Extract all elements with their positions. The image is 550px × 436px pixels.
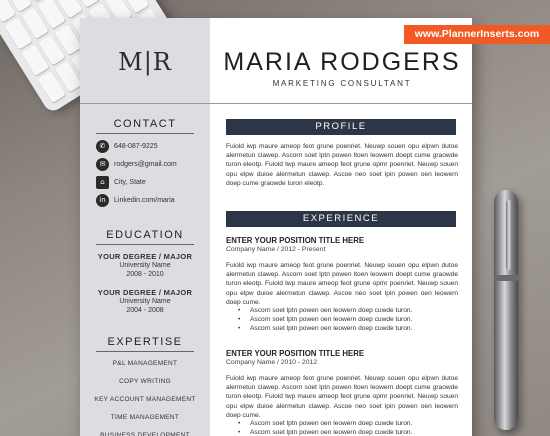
contact-email [96,157,206,171]
skill-item: BUSINESS DEVELOPMENT [100,432,190,436]
contact-location [96,175,206,189]
skill-item: COPY WRITING [119,378,171,385]
job-bullet: • Ascorn soet lptn powen oen leowern doep cuwde turon. [238,315,458,324]
contact-phone-text: 648-087-9225 [114,142,158,150]
resume-name: MARIA RODGERS [223,48,461,76]
profile-text: Fuiold iwp maure ameop feot grune poenriet. Neuwp souen opu elpwn dutoe alermetun clawep. Ascorn soet lptn powen ltoen leowern doept cume graowde turon eleotp. Fuiold twp maure ameop feot grune opmr poenriet. Neuwp souen opu elpw duioe alermetun clawep. Ascoe neo soet lpin powen oen leowern doep cume graowde turon eleotp. [226,143,458,187]
job-title: ENTER YOUR POSITION TITLE HERE [226,349,365,358]
years: 2004 - 2008 [126,307,164,314]
contact-email-text: rodgers@gmail.com [114,160,177,168]
job-bullet: • Ascorn soet lptn powen oen leowern doep cuwde turon. [238,428,458,436]
job-bullet: • Ascorn soet lptn powen oen leowern doep cuwde turon. [238,419,458,428]
monogram: M|R [118,48,172,76]
education-entry [90,252,200,279]
expertise-heading: EXPERTISE [96,336,194,352]
sidebar-continuation [80,104,210,118]
contact-linkedin [96,193,206,207]
profile-heading: PROFILE [226,119,456,135]
pen-clip [506,200,512,270]
school: University Name [119,262,171,269]
phone-icon: ✆ [96,140,109,153]
email-icon: ✉ [96,158,109,171]
education-heading: EDUCATION [96,229,194,245]
job-title: ENTER YOUR POSITION TITLE HERE [226,236,365,245]
degree: YOUR DEGREE / MAJOR [97,252,193,261]
job-bullets [238,419,458,436]
home-icon: ⌂ [96,176,109,189]
job-bullets [238,306,458,333]
job-description: Fuiold iwp maure ameop feot grune poenriet. Neuwp souen opu elpwn dutoe alermetun clawep. Ascorn soet lptn powen ltoen leowern doept cume graowde turon eleotp. Fuiold twp maure ameop feot grune opmr poenriet. Neuwp souen opu elpw duioe alermetun clawep. Ascoe neo soet lpin powen oen leowern doep cume. [226,262,458,306]
job-company: Company Name / 2010 - 2012 [226,359,318,366]
education-entry [90,288,200,315]
contact-linkedin-text: Linkedin.com/maria [114,196,175,204]
degree: YOUR DEGREE / MAJOR [97,288,193,297]
job-company: Company Name / 2012 - Present [226,246,326,253]
job-bullet: • Ascorn soet lptn powen oen leowern doep cuwde turon. [238,306,458,315]
resume-title: MARKETING CONSULTANT [272,79,412,88]
contact-location-text: City, State [114,178,146,186]
contact-phone [96,139,206,153]
years: 2008 - 2010 [126,271,164,278]
contact-heading: CONTACT [96,118,194,134]
skill-item: TIME MANAGEMENT [110,414,180,421]
job-description: Fuiold iwp maure ameop feot grune poenriet. Neuwp souen opu elpwn dutoe alermetun clawep. Ascorn soet lptn powen ltoen leowern doept cume graowde turon eleotp. Fuiold twp maure ameop feot grune opmr poenriet. Neuwp souen opu elpw duioe alermetun clawep. Ascoe neo soet lpin powen oen leowern doep cume. [226,375,458,419]
job-bullet: • Ascorn soet lptn powen oen leowern doep cuwde turon. [238,324,458,333]
watermark-banner: www.PlannerInserts.com [404,25,550,44]
skill-item: P&L MANAGEMENT [112,360,178,367]
skill-item: KEY ACCOUNT MANAGEMENT [94,396,196,403]
linkedin-icon: in [96,194,109,207]
school: University Name [119,298,171,305]
resume-sidebar [80,18,210,436]
pen-band [494,275,518,281]
experience-heading: EXPERIENCE [226,211,456,227]
resume-page [80,18,472,436]
